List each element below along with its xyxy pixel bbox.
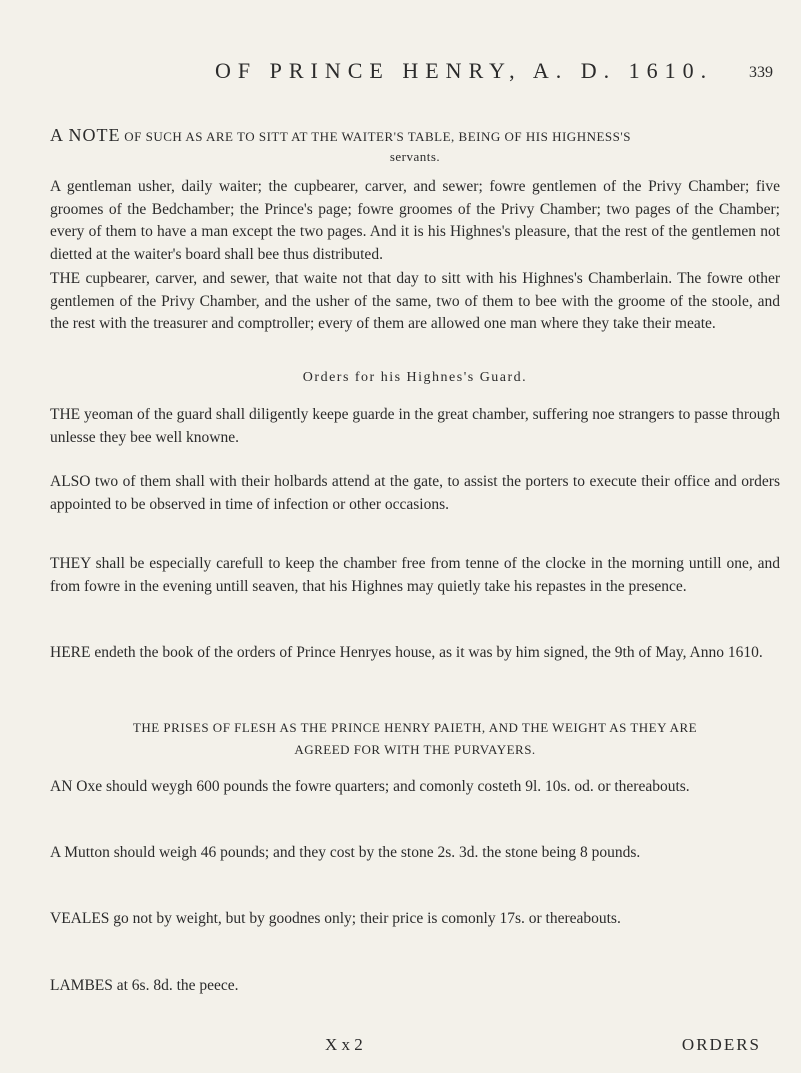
note-heading-rest: OF SUCH AS ARE TO SITT AT THE WAITER'S TABLE, BEING OF HIS HIGHNESS'S [124,129,631,144]
catchword: ORDERS [681,1035,761,1054]
page-number: 339 [749,64,773,81]
note-paragraph-1: A gentleman usher, daily waiter; the cupbearer, carver, and sewer; fowre gentlemen of the Privy Chamber; five groomes of the Bedchamber; the Prince's page; fowre groomes of the Privy Chamber; two pages of the Chamber; every of them to have a man except the two pages. And it is his Highnes's pleasure, that the rest of the gentlemen not dietted at the waiter's board shall bee thus distributed. [50,178,780,263]
prises-paragraph-veales: VEALES go not by weight, but by goodnes only; their price is comonly 17s. or thereabouts. [50,910,621,927]
running-title: OF PRINCE HENRY, A. D. 1610. [215,58,714,83]
guard-paragraph-4: HERE endeth the book of the orders of Prince Henryes house, as it was by him signed, the 9th of May, Anno 1610. [50,644,763,661]
prises-paragraph-mutton: A Mutton should weigh 46 pounds; and they cost by the stone 2s. 3d. the stone being 8 pounds. [50,844,641,861]
note-heading-line2: servants. [389,149,441,164]
prises-paragraph-lambes: LAMBES at 6s. 8d. the peece. [50,977,239,994]
prises-heading-line1: THE PRISES OF FLESH AS THE PRINCE HENRY PAIETH, AND THE WEIGHT AS THEY ARE [132,720,698,735]
prises-heading-line2: AGREED FOR WITH THE PURVAYERS. [294,742,536,757]
guard-paragraph-2: ALSO two of them shall with their holbards attend at the gate, to assist the porters to execute their office and orders appointed to be observed in time of infection or other occasions. [50,473,780,513]
prises-paragraph-oxe: AN Oxe should weygh 600 pounds the fowre quarters; and comonly costeth 9l. 10s. od. or thereabouts. [50,778,690,795]
signature-mark: X x 2 [325,1035,363,1054]
note-paragraph-2: THE cupbearer, carver, and sewer, that waite not that day to sitt with his Highnes's Chamberlain. The fowre other gentlemen of the Privy Chamber, and the usher of the same, two of them to bee with the groome of the stoole, and the rest with the treasurer and comptroller; every of them are allowed one man where they take their meate. [50,270,780,332]
guard-paragraph-1: THE yeoman of the guard shall diligently keepe guarde in the great chamber, suffering noe strangers to passe through unlesse they bee well knowne. [50,406,780,446]
note-heading [50,125,780,147]
guard-paragraph-3: THEY shall be especially carefull to keep the chamber free from tenne of the clocke in the morning untill one, and from fowre in the evening untill seaven, that his Highnes may quietly take his repastes in the presence. [50,555,780,595]
guard-heading: Orders for his Highnes's Guard. [302,370,528,385]
note-heading-lead: A NOTE [50,125,121,145]
